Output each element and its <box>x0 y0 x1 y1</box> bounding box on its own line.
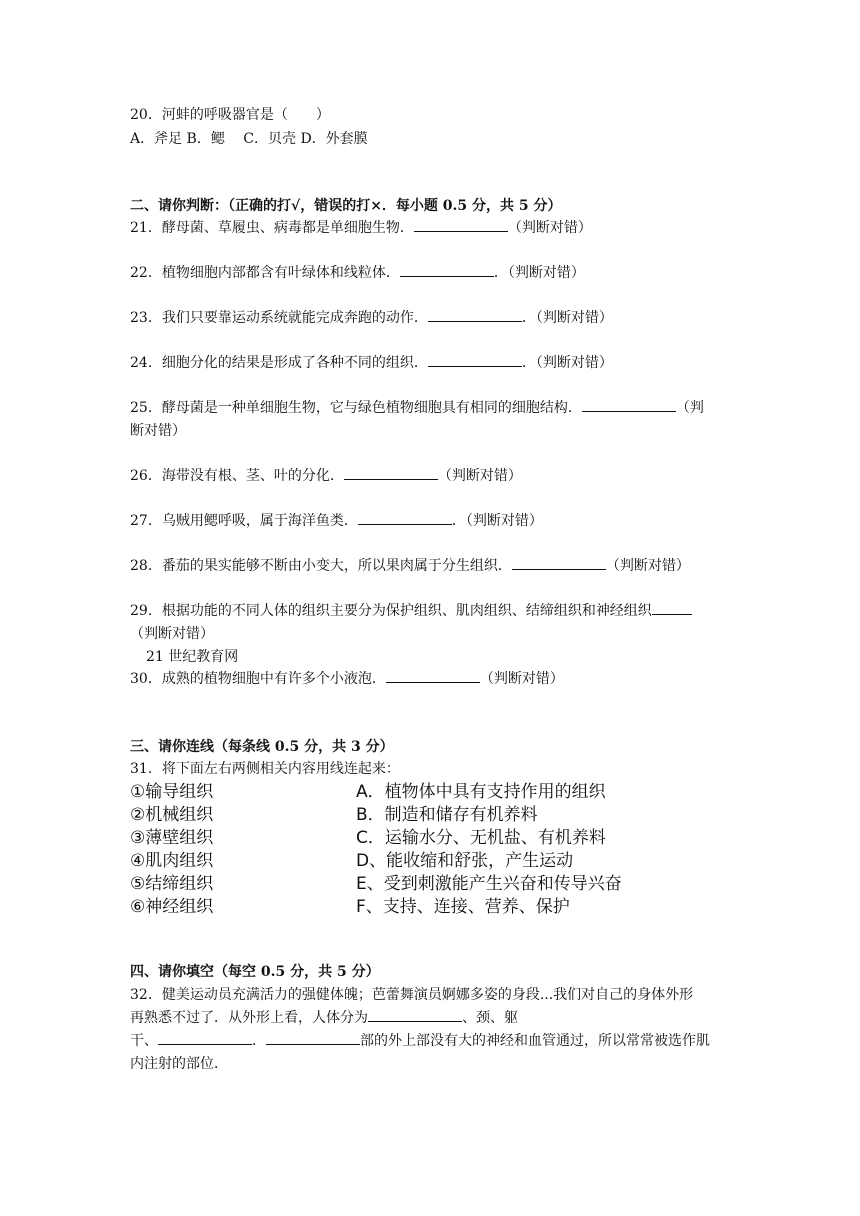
q27 <box>130 512 543 530</box>
q20-stem: 20．河蚌的呼吸器官是（ ） <box>130 107 330 123</box>
q32-blank-1[interactable] <box>368 1009 462 1022</box>
q32-line3-c: 部的外上部没有大的神经和血管通过，所以常常被选作肌 <box>360 1033 710 1049</box>
section2-title: 二、请你判断：（正确的打√，错误的打×．每小题 0.5 分，共 5 分） <box>130 198 562 214</box>
q27-blank[interactable] <box>358 512 452 525</box>
q32-line2-a: 再熟悉不过了．从外形上看，人体分为 <box>130 1010 368 1026</box>
q29 <box>130 602 692 620</box>
section4-title: 四、请你填空（每空 0.5 分，共 5 分） <box>130 964 380 980</box>
q30-blank[interactable] <box>386 670 480 683</box>
q32-line3-b: ． <box>252 1033 266 1049</box>
match-left-3: ③薄壁组织 <box>130 828 214 848</box>
q26-blank[interactable] <box>344 467 438 480</box>
q25-hint: （判 <box>675 400 704 416</box>
q23 <box>130 309 613 327</box>
q21 <box>130 219 592 237</box>
match-right-e: E、受到刺激能产生兴奋和传导兴奋 <box>356 874 622 894</box>
q24-hint: ．（判断对错） <box>521 355 613 371</box>
q32-blank-3[interactable] <box>266 1032 360 1045</box>
q24-text: 24．细胞分化的结果是形成了各种不同的组织． <box>130 355 428 371</box>
watermark-text: 21 世纪教育网 <box>146 649 239 665</box>
match-right-b: B．制造和储存有机养料 <box>356 805 538 825</box>
q21-hint: （判断对错） <box>507 220 592 236</box>
q25-hint-line2: 断对错） <box>130 423 186 439</box>
match-left-4: ④肌肉组织 <box>130 851 214 871</box>
q29-hint-line2: （判断对错） <box>130 626 214 642</box>
q27-text: 27．乌贼用鳃呼吸，属于海洋鱼类． <box>130 513 358 529</box>
q22 <box>130 264 585 282</box>
q32-line4: 内注射的部位． <box>130 1056 228 1072</box>
q30-hint: （判断对错） <box>479 671 564 687</box>
q32-line3-a: 干、 <box>130 1033 158 1049</box>
q28-blank[interactable] <box>512 557 606 570</box>
q32-line1: 32．健美运动员充满活力的强健体魄；芭蕾舞演员婀娜多姿的身段...我们对自己的身体外形 <box>130 987 694 1003</box>
match-left-2: ②机械组织 <box>130 805 214 825</box>
q29-blank[interactable] <box>652 602 692 615</box>
match-right-a: A．植物体中具有支持作用的组织 <box>356 782 606 802</box>
q28-hint: （判断对错） <box>605 558 690 574</box>
q30-text: 30．成熟的植物细胞中有许多个小液泡． <box>130 671 386 687</box>
match-left-5: ⑤结缔组织 <box>130 874 214 894</box>
match-left-6: ⑥神经组织 <box>130 897 214 917</box>
q26-text: 26．海带没有根、茎、叶的分化． <box>130 468 344 484</box>
q25-blank[interactable] <box>582 399 676 412</box>
q22-text: 22．植物细胞内部都含有叶绿体和线粒体． <box>130 265 400 281</box>
q21-blank[interactable] <box>414 219 508 232</box>
q32-line2-b: 、颈、躯 <box>462 1010 518 1026</box>
q31-stem: 31．将下面左右两侧相关内容用线连起来： <box>130 761 400 777</box>
match-right-c: C．运输水分、无机盐、有机养料 <box>356 828 606 848</box>
q26 <box>130 467 522 485</box>
q28-text: 28．番茄的果实能够不断由小变大，所以果肉属于分生组织． <box>130 558 512 574</box>
q32-blank-2[interactable] <box>158 1032 252 1045</box>
q32-line3 <box>130 1032 710 1050</box>
q29-text: 29．根据功能的不同人体的组织主要分为保护组织、肌肉组织、结缔组织和神经组织 <box>130 603 652 619</box>
q20-options: A．斧足 B．鳃 C．贝壳 D．外套膜 <box>130 131 368 147</box>
q27-hint: ．（判断对错） <box>451 513 543 529</box>
q32-line2 <box>130 1009 518 1027</box>
q22-blank[interactable] <box>400 264 494 277</box>
q30 <box>130 670 564 688</box>
q25 <box>130 399 704 417</box>
q22-hint: ．（判断对错） <box>493 265 585 281</box>
q23-blank[interactable] <box>428 309 522 322</box>
match-right-d: D、能收缩和舒张，产生运动 <box>356 851 574 871</box>
match-right-f: F、支持、连接、营养、保护 <box>356 897 570 917</box>
q23-text: 23．我们只要靠运动系统就能完成奔跑的动作． <box>130 310 428 326</box>
q26-hint: （判断对错） <box>437 468 522 484</box>
q24-blank[interactable] <box>428 354 522 367</box>
section3-title: 三、请你连线（每条线 0.5 分，共 3 分） <box>130 739 394 755</box>
q23-hint: ．（判断对错） <box>521 310 613 326</box>
q28 <box>130 557 690 575</box>
q25-text: 25．酵母菌是一种单细胞生物，它与绿色植物细胞具有相同的细胞结构． <box>130 400 582 416</box>
q21-text: 21．酵母菌、草履虫、病毒都是单细胞生物． <box>130 220 414 236</box>
q24 <box>130 354 613 372</box>
match-left-1: ①输导组织 <box>130 782 214 802</box>
